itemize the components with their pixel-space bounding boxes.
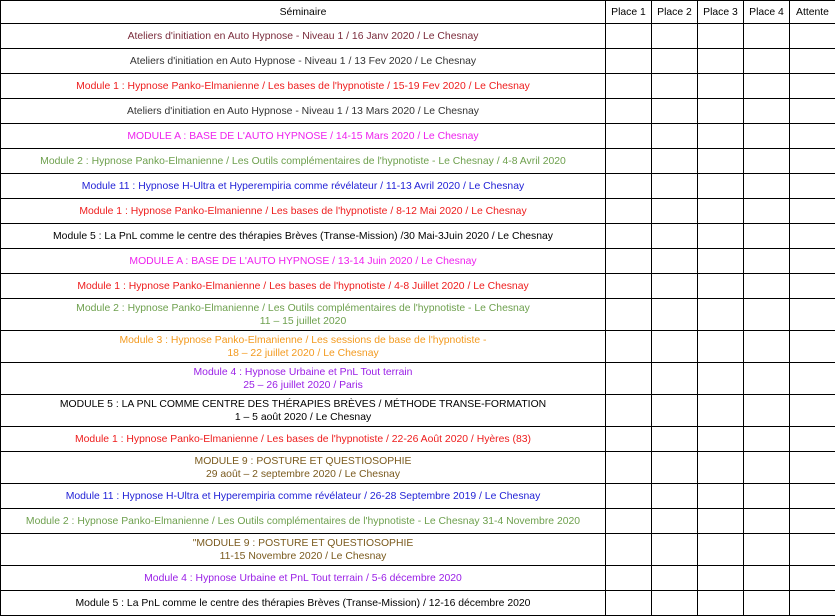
table-row: [1, 509, 835, 534]
table-row: [1, 224, 835, 249]
place-2-cell[interactable]: [652, 174, 698, 199]
place-4-cell[interactable]: [744, 274, 790, 299]
place-3-cell[interactable]: [698, 124, 744, 149]
attente-cell[interactable]: [790, 299, 835, 331]
seminar-text: 11 – 15 juillet 2020: [1, 315, 605, 328]
seminar-cell: [1, 124, 606, 149]
place-1-cell[interactable]: [606, 274, 652, 299]
place-3-cell[interactable]: [698, 199, 744, 224]
place-4-cell[interactable]: [744, 331, 790, 363]
seminar-text: 1 – 5 août 2020 / Le Chesnay: [1, 411, 605, 424]
place-2-cell[interactable]: [652, 452, 698, 484]
table-row: [1, 99, 835, 124]
place-3-cell[interactable]: [698, 49, 744, 74]
place-4-cell[interactable]: [744, 363, 790, 395]
seminar-cell: [1, 363, 606, 395]
seminar-cell: [1, 534, 606, 566]
attente-cell[interactable]: [790, 149, 835, 174]
place-3-cell[interactable]: [698, 299, 744, 331]
seminar-text: "MODULE 9 : POSTURE ET QUESTIOSOPHIE: [1, 537, 605, 550]
place-2-cell[interactable]: [652, 199, 698, 224]
seminar-text: Ateliers d'initiation en Auto Hypnose - Niveau 1 / 13 Mars 2020 / Le Chesnay: [1, 105, 605, 118]
attente-cell[interactable]: [790, 452, 835, 484]
table-row: [1, 427, 835, 452]
place-4-cell[interactable]: [744, 299, 790, 331]
seminar-cell: [1, 509, 606, 534]
seminar-text: Module 5 : La PnL comme le centre des thérapies Brèves (Transe-Mission) /30 Mai-3Juin 2020 / Le Chesnay: [1, 230, 605, 243]
place-2-cell[interactable]: [652, 534, 698, 566]
place-4-cell[interactable]: [744, 124, 790, 149]
place-1-cell[interactable]: [606, 363, 652, 395]
place-1-cell[interactable]: [606, 224, 652, 249]
seminar-text: Module 2 : Hypnose Panko-Elmanienne / Les Outils complémentaires de l'hypnotiste - Le Chesnay 31-4 Novembre 2020: [1, 515, 605, 528]
seminar-cell: [1, 331, 606, 363]
header-seminaire: Séminaire: [1, 1, 606, 24]
place-1-cell[interactable]: [606, 149, 652, 174]
place-3-cell[interactable]: [698, 395, 744, 427]
table-row: [1, 49, 835, 74]
place-3-cell[interactable]: [698, 427, 744, 452]
seminar-cell: [1, 99, 606, 124]
place-4-cell[interactable]: [744, 452, 790, 484]
attente-cell[interactable]: [790, 174, 835, 199]
place-1-cell[interactable]: [606, 395, 652, 427]
attente-cell[interactable]: [790, 395, 835, 427]
seminar-text: 18 – 22 juillet 2020 / Le Chesnay: [1, 347, 605, 360]
seminar-text: Module 11 : Hypnose H-Ultra et Hyperempiria comme révélateur / 11-13 Avril 2020 / Le Chesnay: [1, 180, 605, 193]
seminar-text: Module 1 : Hypnose Panko-Elmanienne / Les bases de l'hypnotiste / 22-26 Août 2020 / Hyères (83): [1, 433, 605, 446]
seminar-cell: [1, 74, 606, 99]
seminar-text: Ateliers d'initiation en Auto Hypnose - Niveau 1 / 16 Janv 2020 / Le Chesnay: [1, 30, 605, 43]
attente-cell[interactable]: [790, 124, 835, 149]
place-1-cell[interactable]: [606, 24, 652, 49]
place-3-cell[interactable]: [698, 174, 744, 199]
table-row: [1, 591, 835, 616]
place-2-cell[interactable]: [652, 299, 698, 331]
attente-cell[interactable]: [790, 331, 835, 363]
place-4-cell[interactable]: [744, 249, 790, 274]
place-2-cell[interactable]: [652, 395, 698, 427]
header-place-1: Place 1: [606, 1, 652, 24]
attente-cell[interactable]: [790, 249, 835, 274]
place-2-cell[interactable]: [652, 484, 698, 509]
table-row: [1, 74, 835, 99]
table-row: [1, 566, 835, 591]
place-4-cell[interactable]: [744, 509, 790, 534]
seminar-text: Module 4 : Hypnose Urbaine et PnL Tout terrain: [1, 366, 605, 379]
attente-cell[interactable]: [790, 591, 835, 616]
seminar-text: MODULE A : BASE DE L'AUTO HYPNOSE / 14-15 Mars 2020 / Le Chesnay: [1, 130, 605, 143]
place-3-cell[interactable]: [698, 509, 744, 534]
table-row: [1, 484, 835, 509]
place-2-cell[interactable]: [652, 363, 698, 395]
place-1-cell[interactable]: [606, 484, 652, 509]
table-row: [1, 363, 835, 395]
seminar-text: Module 3 : Hypnose Panko-Elmanienne / Les sessions de base de l'hypnotiste -: [1, 334, 605, 347]
attente-cell[interactable]: [790, 99, 835, 124]
place-2-cell[interactable]: [652, 149, 698, 174]
place-4-cell[interactable]: [744, 591, 790, 616]
place-1-cell[interactable]: [606, 566, 652, 591]
seminar-cell: [1, 274, 606, 299]
header-row: [1, 1, 835, 24]
place-4-cell[interactable]: [744, 566, 790, 591]
place-1-cell[interactable]: [606, 199, 652, 224]
table-row: [1, 199, 835, 224]
place-4-cell[interactable]: [744, 427, 790, 452]
place-1-cell[interactable]: [606, 49, 652, 74]
header-place-4: Place 4: [744, 1, 790, 24]
seminar-cell: [1, 249, 606, 274]
seminar-text: 29 août – 2 septembre 2020 / Le Chesnay: [1, 468, 605, 481]
place-4-cell[interactable]: [744, 484, 790, 509]
seminar-text: Module 4 : Hypnose Urbaine et PnL Tout terrain / 5-6 décembre 2020: [1, 572, 605, 585]
place-3-cell[interactable]: [698, 74, 744, 99]
place-2-cell[interactable]: [652, 274, 698, 299]
seminar-cell: [1, 49, 606, 74]
place-1-cell[interactable]: [606, 534, 652, 566]
place-2-cell[interactable]: [652, 566, 698, 591]
attente-cell[interactable]: [790, 49, 835, 74]
attente-cell[interactable]: [790, 566, 835, 591]
seminar-text: MODULE A : BASE DE L'AUTO HYPNOSE / 13-14 Juin 2020 / Le Chesnay: [1, 255, 605, 268]
seminar-cell: [1, 566, 606, 591]
place-2-cell[interactable]: [652, 24, 698, 49]
attente-cell[interactable]: [790, 534, 835, 566]
table-row: [1, 452, 835, 484]
place-1-cell[interactable]: [606, 174, 652, 199]
place-1-cell[interactable]: [606, 427, 652, 452]
place-3-cell[interactable]: [698, 566, 744, 591]
header-attente: Attente: [790, 1, 835, 24]
seminar-text: MODULE 5 : LA PNL COMME CENTRE DES THÉRAPIES BRÈVES / MÉTHODE TRANSE-FORMATION: [1, 398, 605, 411]
place-4-cell[interactable]: [744, 395, 790, 427]
seminar-text: MODULE 9 : POSTURE ET QUESTIOSOPHIE: [1, 455, 605, 468]
attente-cell[interactable]: [790, 224, 835, 249]
place-4-cell[interactable]: [744, 174, 790, 199]
seminar-cell: [1, 24, 606, 49]
place-2-cell[interactable]: [652, 331, 698, 363]
seminar-cell: [1, 452, 606, 484]
table-row: [1, 395, 835, 427]
attente-cell[interactable]: [790, 274, 835, 299]
place-1-cell[interactable]: [606, 99, 652, 124]
table-row: [1, 24, 835, 49]
seminar-cell: [1, 591, 606, 616]
seminar-cell: [1, 484, 606, 509]
place-4-cell[interactable]: [744, 99, 790, 124]
seminar-text: Module 1 : Hypnose Panko-Elmanienne / Les bases de l'hypnotiste / 4-8 Juillet 2020 / Le Chesnay: [1, 280, 605, 293]
place-1-cell[interactable]: [606, 591, 652, 616]
table-row: [1, 174, 835, 199]
place-3-cell[interactable]: [698, 274, 744, 299]
place-1-cell[interactable]: [606, 509, 652, 534]
place-1-cell[interactable]: [606, 249, 652, 274]
place-3-cell[interactable]: [698, 149, 744, 174]
place-2-cell[interactable]: [652, 509, 698, 534]
table-row: [1, 249, 835, 274]
seminar-text: Module 1 : Hypnose Panko-Elmanienne / Les bases de l'hypnotiste / 15-19 Fev 2020 / Le Chesnay: [1, 80, 605, 93]
attente-cell[interactable]: [790, 24, 835, 49]
table-row: [1, 534, 835, 566]
place-1-cell[interactable]: [606, 124, 652, 149]
attente-cell[interactable]: [790, 509, 835, 534]
seminar-cell: [1, 199, 606, 224]
seminar-cell: [1, 395, 606, 427]
place-2-cell[interactable]: [652, 591, 698, 616]
seminar-cell: [1, 224, 606, 249]
place-2-cell[interactable]: [652, 224, 698, 249]
header-place-3: Place 3: [698, 1, 744, 24]
table-row: [1, 149, 835, 174]
place-4-cell[interactable]: [744, 49, 790, 74]
seminar-text: 25 – 26 juillet 2020 / Paris: [1, 379, 605, 392]
seminar-text: Ateliers d'initiation en Auto Hypnose - Niveau 1 / 13 Fev 2020 / Le Chesnay: [1, 55, 605, 68]
place-4-cell[interactable]: [744, 224, 790, 249]
seminar-text: Module 2 : Hypnose Panko-Elmanienne / Les Outils complémentaires de l'hypnotiste - Le Chesnay / 4-8 Avril 2020: [1, 155, 605, 168]
place-3-cell[interactable]: [698, 99, 744, 124]
seminar-text: 11-15 Novembre 2020 / Le Chesnay: [1, 550, 605, 563]
place-3-cell[interactable]: [698, 452, 744, 484]
seminar-cell: [1, 149, 606, 174]
attente-cell[interactable]: [790, 199, 835, 224]
seminar-cell: [1, 174, 606, 199]
place-1-cell[interactable]: [606, 74, 652, 99]
place-4-cell[interactable]: [744, 149, 790, 174]
place-1-cell[interactable]: [606, 299, 652, 331]
place-4-cell[interactable]: [744, 24, 790, 49]
place-2-cell[interactable]: [652, 249, 698, 274]
place-3-cell[interactable]: [698, 591, 744, 616]
place-2-cell[interactable]: [652, 49, 698, 74]
attente-cell[interactable]: [790, 363, 835, 395]
place-2-cell[interactable]: [652, 427, 698, 452]
place-3-cell[interactable]: [698, 249, 744, 274]
place-3-cell[interactable]: [698, 363, 744, 395]
table-row: [1, 299, 835, 331]
header-place-2: Place 2: [652, 1, 698, 24]
attente-cell[interactable]: [790, 74, 835, 99]
place-1-cell[interactable]: [606, 452, 652, 484]
seminar-text: Module 2 : Hypnose Panko-Elmanienne / Les Outils complémentaires de l'hypnotiste - Le Chesnay: [1, 302, 605, 315]
place-2-cell[interactable]: [652, 99, 698, 124]
place-3-cell[interactable]: [698, 331, 744, 363]
seminar-cell: [1, 427, 606, 452]
place-4-cell[interactable]: [744, 74, 790, 99]
attente-cell[interactable]: [790, 427, 835, 452]
place-3-cell[interactable]: [698, 224, 744, 249]
place-2-cell[interactable]: [652, 74, 698, 99]
place-4-cell[interactable]: [744, 199, 790, 224]
table-row: [1, 274, 835, 299]
place-2-cell[interactable]: [652, 124, 698, 149]
place-3-cell[interactable]: [698, 534, 744, 566]
attente-cell[interactable]: [790, 484, 835, 509]
seminar-text: Module 1 : Hypnose Panko-Elmanienne / Les bases de l'hypnotiste / 8-12 Mai 2020 / Le Chesnay: [1, 205, 605, 218]
place-3-cell[interactable]: [698, 24, 744, 49]
place-4-cell[interactable]: [744, 534, 790, 566]
seminar-cell: [1, 299, 606, 331]
place-1-cell[interactable]: [606, 331, 652, 363]
seminar-text: Module 5 : La PnL comme le centre des thérapies Brèves (Transe-Mission) / 12-16 décembre 2020: [1, 597, 605, 610]
place-3-cell[interactable]: [698, 484, 744, 509]
table-row: [1, 124, 835, 149]
table-row: [1, 331, 835, 363]
seminar-text: Module 11 : Hypnose H-Ultra et Hyperempiria comme révélateur / 26-28 Septembre 2019 / Le Chesnay: [1, 490, 605, 503]
